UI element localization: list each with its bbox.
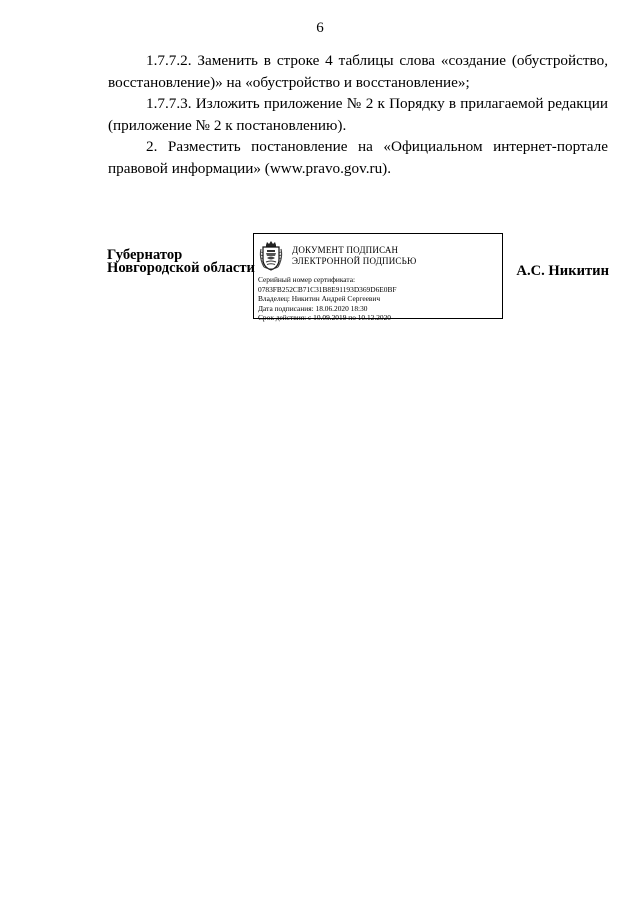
stamp-serial-value: 0783FB252CB71C31B8E91193D369D6E0BF — [258, 284, 397, 294]
stamp-owner: Владелец: Никитин Андрей Сергеевич — [258, 294, 381, 304]
stamp-validity: Срок действия: с 10.09.2019 по 10.12.2020 — [258, 313, 391, 323]
coat-of-arms-icon — [258, 240, 284, 272]
signer-name: А.С. Никитин — [516, 263, 609, 279]
signature-block — [107, 247, 609, 327]
page-number: 6 — [316, 20, 324, 36]
stamp-title — [292, 245, 416, 267]
paragraph-1-7-7-2: 1.7.7.2. Заменить в строке 4 таблицы слова «создание (обустройство, восстановление)» на «обустройство и восстановление»; — [108, 52, 608, 91]
signer-region: Новгородской области — [107, 260, 255, 276]
document-body — [108, 50, 608, 179]
paragraph-2: 2. Разместить постановление на «Официальном интернет-портале правовой информации» (www.pravo.gov.ru). — [108, 138, 608, 177]
stamp-header — [258, 237, 498, 275]
stamp-details — [258, 275, 498, 323]
paragraph-1-7-7-3: 1.7.7.3. Изложить приложение № 2 к Порядку в прилагаемой редакции (приложение № 2 к постановлению). — [108, 95, 608, 134]
signer-title — [107, 249, 255, 275]
stamp-signed-date: Дата подписания: 18.06.2020 18:30 — [258, 303, 368, 313]
stamp-heading-line2: ЭЛЕКТРОННОЙ ПОДПИСЬЮ — [292, 256, 417, 266]
stamp-heading-line1: ДОКУМЕНТ ПОДПИСАН — [292, 245, 399, 255]
stamp-serial-label: Серийный номер сертификата: — [258, 275, 356, 284]
signer-position: Губернатор — [107, 247, 183, 263]
electronic-signature-stamp — [253, 233, 503, 323]
